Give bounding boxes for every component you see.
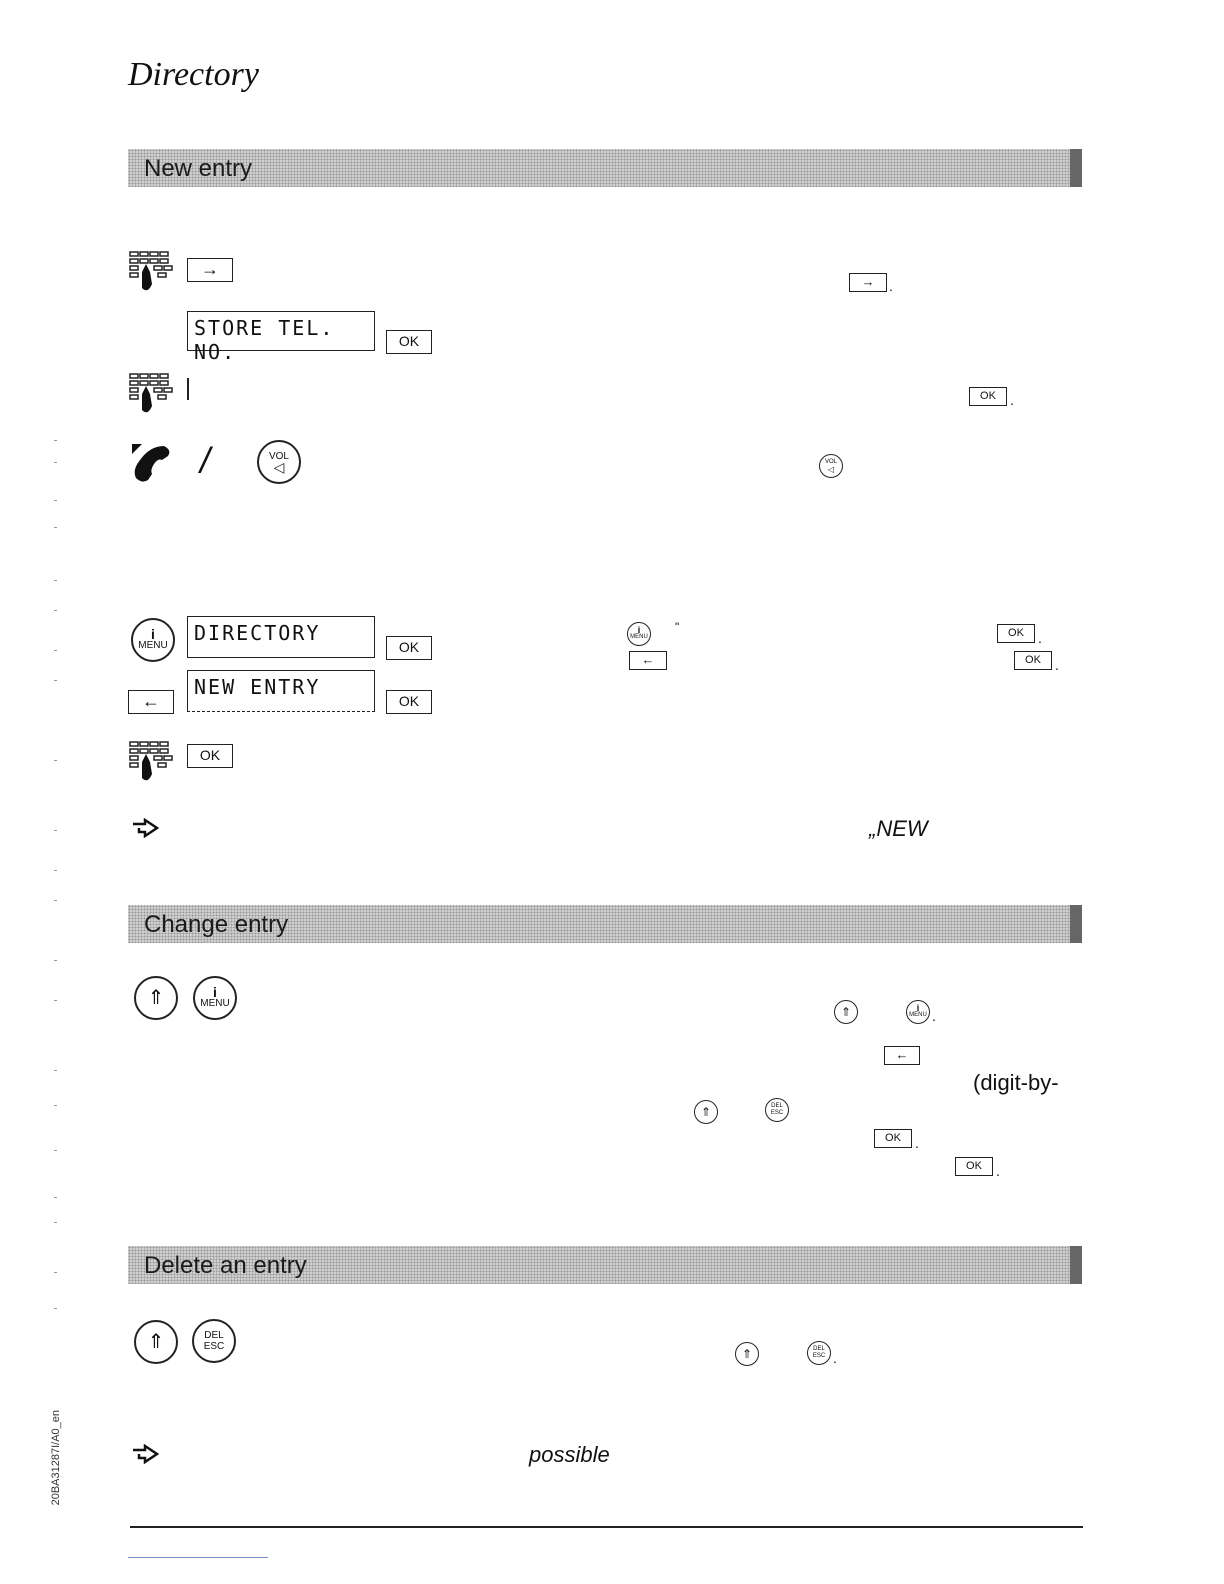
shift-up-key-inline: ⇑ xyxy=(735,1342,759,1366)
del-esc-key-inline: DEL ESC xyxy=(765,1098,789,1122)
speaker-vol-key-inline: VOL ◁ xyxy=(819,454,843,478)
footer-link-underline xyxy=(128,1557,268,1558)
menu-key-inline: i MENU xyxy=(906,1000,930,1024)
ok-key[interactable]: OK xyxy=(386,330,432,354)
section-title: Change entry xyxy=(144,911,289,938)
keypad-hand-icon xyxy=(128,372,174,418)
keypad-hand-icon xyxy=(128,250,174,296)
speaker-icon: ◁ xyxy=(827,465,835,474)
left-arrow-key-inline: ← xyxy=(884,1046,920,1065)
ok-key[interactable]: OK xyxy=(187,744,233,768)
ok-key-inline: OK xyxy=(874,1129,912,1148)
left-arrow-key[interactable]: ← xyxy=(128,690,174,714)
section-header-delete-entry xyxy=(128,1246,1082,1284)
shift-up-key[interactable]: ⇑ xyxy=(134,1320,178,1364)
new-quoted-text: „NEW xyxy=(869,816,928,841)
document-code: 20BA31287I/A0_en xyxy=(50,1410,62,1506)
vol-label: VOL xyxy=(268,451,289,462)
display-store-tel-no: STORE TEL. NO. xyxy=(187,311,375,351)
note-pointer-icon xyxy=(131,1444,161,1464)
del-esc-key-inline: DEL ESC xyxy=(807,1341,831,1365)
section-header-change-entry xyxy=(128,905,1082,943)
quote-mark: " xyxy=(675,620,680,634)
ok-key[interactable]: OK xyxy=(386,636,432,660)
menu-key-inline: i MENU xyxy=(627,622,651,646)
speaker-icon: ◁ xyxy=(273,459,285,475)
page-title: Directory xyxy=(128,56,259,93)
section-header-new-entry xyxy=(128,149,1082,187)
slash-separator: / xyxy=(200,440,211,481)
right-arrow-key-inline: → xyxy=(849,273,887,292)
menu-key[interactable]: i MENU xyxy=(131,618,175,662)
left-arrow-key-inline: ← xyxy=(629,651,667,670)
display-new-entry: NEW ENTRY xyxy=(187,670,375,712)
ok-key-inline: OK xyxy=(1014,651,1052,670)
section-title: New entry xyxy=(144,155,253,182)
display-directory: DIRECTORY xyxy=(187,616,375,658)
keypad-hand-icon xyxy=(128,740,174,786)
speaker-vol-key[interactable] xyxy=(257,440,301,484)
ok-key[interactable]: OK xyxy=(386,690,432,714)
text-cursor xyxy=(187,378,189,400)
del-esc-key[interactable]: DEL ESC xyxy=(192,1319,236,1363)
right-arrow-key[interactable]: → xyxy=(187,258,233,282)
shift-up-key-inline: ⇑ xyxy=(694,1100,718,1124)
ok-key-inline: OK xyxy=(969,387,1007,406)
menu-key[interactable]: i MENU xyxy=(193,976,237,1020)
footer-rule xyxy=(130,1526,1083,1528)
digit-by-text: (digit-by- xyxy=(973,1070,1059,1095)
ok-key-inline: OK xyxy=(997,624,1035,643)
shift-up-key[interactable]: ⇑ xyxy=(134,976,178,1020)
handset-icon xyxy=(128,440,174,484)
note-pointer-icon xyxy=(131,818,161,838)
shift-up-key-inline: ⇑ xyxy=(834,1000,858,1024)
possible-text: possible xyxy=(529,1442,610,1467)
ok-key-inline: OK xyxy=(955,1157,993,1176)
section-title: Delete an entry xyxy=(144,1252,307,1279)
